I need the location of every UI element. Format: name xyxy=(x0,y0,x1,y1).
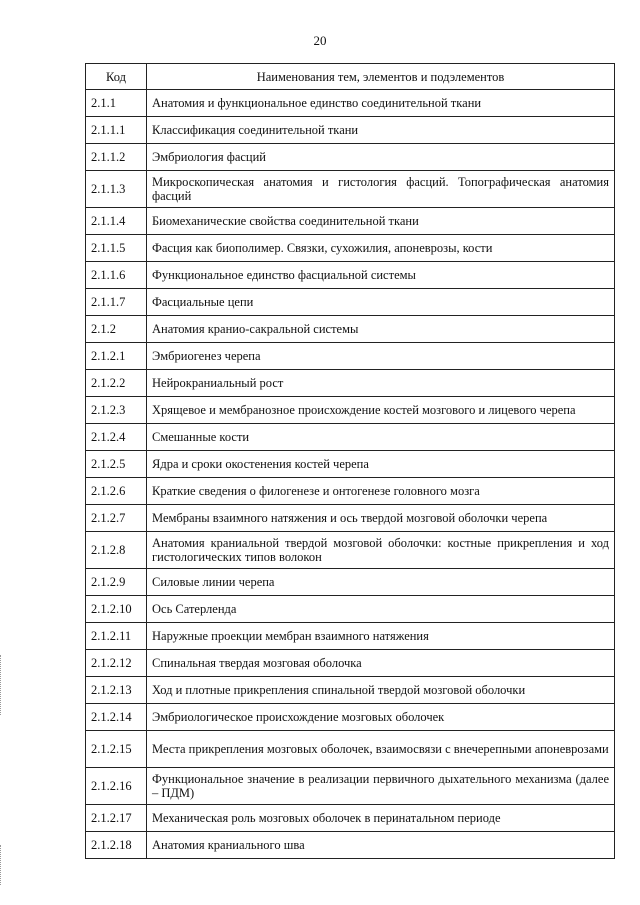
row-code: 2.1.2.13 xyxy=(86,677,147,704)
row-code: 2.1.2.1 xyxy=(86,343,147,370)
row-name: Фасция как биополимер. Связки, сухожилия, апоневрозы, кости xyxy=(147,235,615,262)
row-name: Фасциальные цепи xyxy=(147,289,615,316)
row-name: Эмбриогенез черепа xyxy=(147,343,615,370)
row-name: Ядра и сроки окостенения костей черепа xyxy=(147,451,615,478)
row-code: 2.1.2.16 xyxy=(86,768,147,805)
row-name: Эмбриология фасций xyxy=(147,144,615,171)
row-code: 2.1.1.2 xyxy=(86,144,147,171)
row-code: 2.1.1.6 xyxy=(86,262,147,289)
row-code: 2.1.2.18 xyxy=(86,832,147,859)
row-code: 2.1.2.8 xyxy=(86,532,147,569)
table-row xyxy=(86,768,615,805)
row-name: Анатомия краниальной твердой мозговой оболочки: костные прикрепления и ход гистологических типов волокон xyxy=(147,532,615,569)
row-code: 2.1.1 xyxy=(86,90,147,117)
table-row xyxy=(86,805,615,832)
row-name: Механическая роль мозговых оболочек в перинатальном периоде xyxy=(147,805,615,832)
row-code: 2.1.2 xyxy=(86,316,147,343)
table-row xyxy=(86,397,615,424)
row-name: Ход и плотные прикрепления спинальной твердой мозговой оболочки xyxy=(147,677,615,704)
table-row xyxy=(86,343,615,370)
table-row xyxy=(86,596,615,623)
row-name: Места прикрепления мозговых оболочек, взаимосвязи с внечерепными апоневрозами xyxy=(147,731,615,768)
row-name: Анатомия кранио-сакральной системы xyxy=(147,316,615,343)
row-code: 2.1.2.14 xyxy=(86,704,147,731)
row-name: Хрящевое и мембранозное происхождение костей мозгового и лицевого черепа xyxy=(147,397,615,424)
table-row xyxy=(86,316,615,343)
row-code: 2.1.2.15 xyxy=(86,731,147,768)
header-name: Наименования тем, элементов и подэлементов xyxy=(147,64,615,90)
table-row xyxy=(86,677,615,704)
table-row xyxy=(86,171,615,208)
row-name: Силовые линии черепа xyxy=(147,569,615,596)
row-code: 2.1.1.5 xyxy=(86,235,147,262)
row-name: Микроскопическая анатомия и гистология фасций. Топографическая анатомия фасций xyxy=(147,171,615,208)
row-code: 2.1.2.17 xyxy=(86,805,147,832)
table-row xyxy=(86,289,615,316)
row-name: Функциональное значение в реализации первичного дыхательного механизма (далее – ПДМ) xyxy=(147,768,615,805)
table-row xyxy=(86,262,615,289)
row-code: 2.1.2.9 xyxy=(86,569,147,596)
row-code: 2.1.1.3 xyxy=(86,171,147,208)
row-name: Мембраны взаимного натяжения и ось твердой мозговой оболочки черепа xyxy=(147,505,615,532)
table-header-row xyxy=(86,64,615,90)
row-code: 2.1.1.4 xyxy=(86,208,147,235)
table-row xyxy=(86,451,615,478)
row-name: Краткие сведения о филогенезе и онтогенезе головного мозга xyxy=(147,478,615,505)
row-name: Эмбриологическое происхождение мозговых оболочек xyxy=(147,704,615,731)
row-name: Наружные проекции мембран взаимного натяжения xyxy=(147,623,615,650)
table-row xyxy=(86,731,615,768)
table-row xyxy=(86,90,615,117)
row-name: Смешанные кости xyxy=(147,424,615,451)
table-row xyxy=(86,478,615,505)
row-code: 2.1.2.2 xyxy=(86,370,147,397)
row-code: 2.1.2.6 xyxy=(86,478,147,505)
table-row xyxy=(86,117,615,144)
curriculum-table xyxy=(85,63,615,859)
row-code: 2.1.2.12 xyxy=(86,650,147,677)
row-name: Ось Сатерленда xyxy=(147,596,615,623)
table-row xyxy=(86,235,615,262)
row-name: Классификация соединительной ткани xyxy=(147,117,615,144)
row-name: Анатомия и функциональное единство соединительной ткани xyxy=(147,90,615,117)
header-code: Код xyxy=(86,64,147,90)
table-row xyxy=(86,144,615,171)
table-row xyxy=(86,370,615,397)
table-row xyxy=(86,532,615,569)
page-number: 20 xyxy=(313,33,327,48)
row-code: 2.1.1.7 xyxy=(86,289,147,316)
row-name: Функциональное единство фасциальной системы xyxy=(147,262,615,289)
margin-scan-mark xyxy=(0,845,4,885)
table-row xyxy=(86,704,615,731)
row-code: 2.1.2.4 xyxy=(86,424,147,451)
row-code: 2.1.1.1 xyxy=(86,117,147,144)
row-name: Спинальная твердая мозговая оболочка xyxy=(147,650,615,677)
row-name: Нейрокраниальный рост xyxy=(147,370,615,397)
table-row xyxy=(86,650,615,677)
table-row xyxy=(86,569,615,596)
row-code: 2.1.2.5 xyxy=(86,451,147,478)
row-code: 2.1.2.3 xyxy=(86,397,147,424)
table-row xyxy=(86,832,615,859)
row-name: Биомеханические свойства соединительной ткани xyxy=(147,208,615,235)
table-row xyxy=(86,505,615,532)
row-name: Анатомия краниального шва xyxy=(147,832,615,859)
row-code: 2.1.2.7 xyxy=(86,505,147,532)
table-row xyxy=(86,623,615,650)
margin-scan-mark xyxy=(0,655,4,715)
table-row xyxy=(86,208,615,235)
row-code: 2.1.2.11 xyxy=(86,623,147,650)
table-row xyxy=(86,424,615,451)
row-code: 2.1.2.10 xyxy=(86,596,147,623)
